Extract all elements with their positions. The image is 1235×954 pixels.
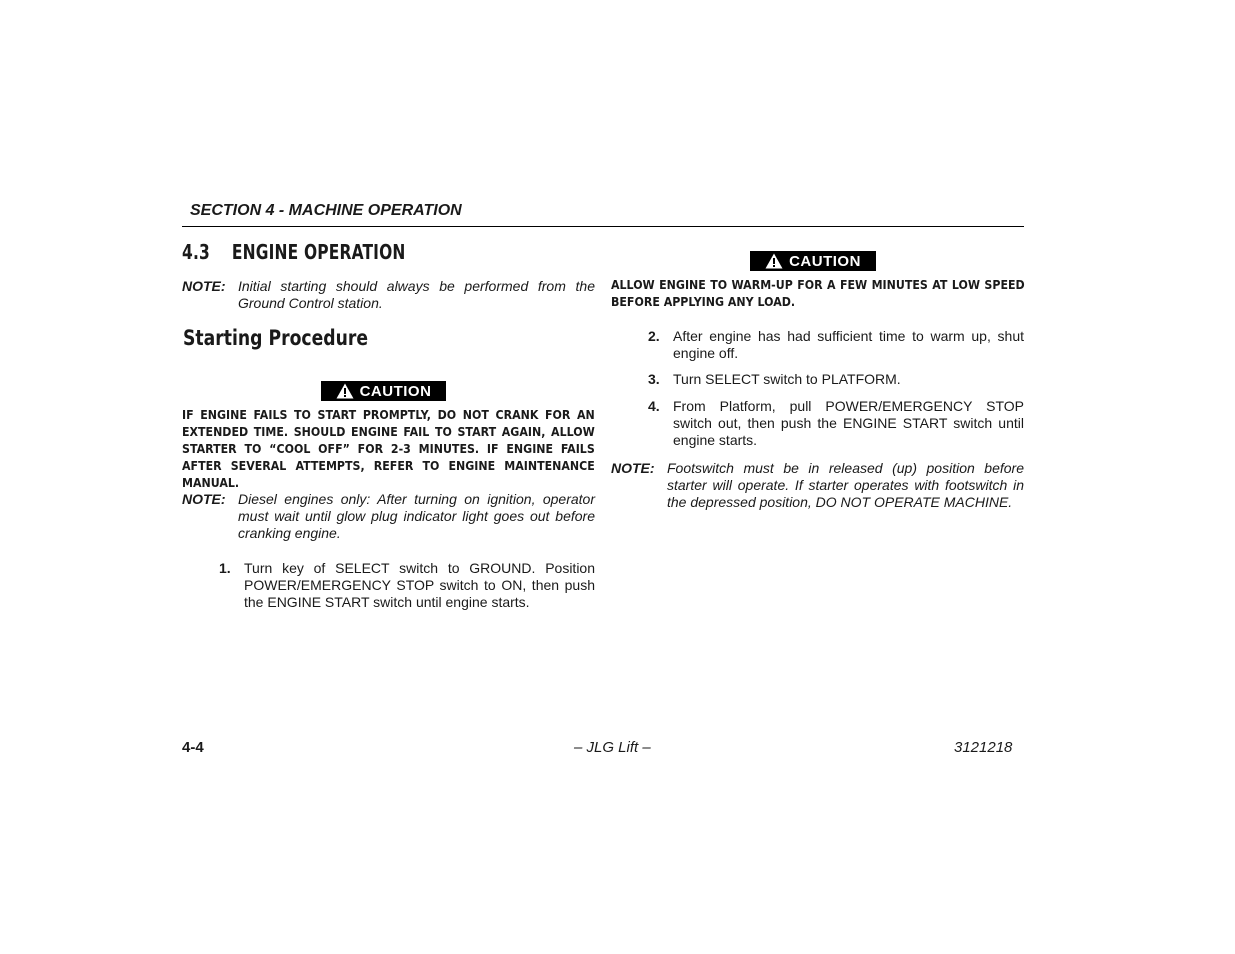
note-text: Diesel engines only: After turning on ignition, operator must wait until glow plug indicator light goes out before cranking engine. <box>238 491 595 541</box>
step-number: 2. <box>648 328 660 344</box>
step-number: 4. <box>648 398 660 414</box>
note-initial-starting <box>182 278 595 314</box>
section-heading-number: 4.3 <box>182 240 210 264</box>
note-label: NOTE: <box>182 491 226 507</box>
note-text: Footswitch must be in released (up) position before starter will operate. If starter operates with footswitch in the depressed position, DO NOT OPERATE MACHINE. <box>667 460 1024 510</box>
footer-center: – JLG Lift – <box>574 739 651 756</box>
step-number: 3. <box>648 371 660 387</box>
caution-badge <box>321 381 446 401</box>
warning-triangle-icon <box>336 383 354 399</box>
caution-text: ALLOW ENGINE TO WARM-UP FOR A FEW MINUTES AT LOW SPEED BEFORE APPLYING ANY LOAD. <box>611 277 1025 309</box>
header-rule <box>182 226 1024 227</box>
note-footswitch <box>611 460 1024 514</box>
step-3 <box>648 371 1024 389</box>
caution-label: CAUTION <box>359 382 432 400</box>
section-heading-text: ENGINE OPERATION <box>231 240 406 264</box>
caution-badge <box>750 251 876 271</box>
step-text: After engine has had sufficient time to warm up, shut engine off. <box>673 328 1024 361</box>
subheading-starting-procedure: Starting Procedure <box>183 326 369 350</box>
step-1 <box>219 560 595 614</box>
section-title: SECTION 4 - MACHINE OPERATION <box>190 202 462 219</box>
warning-triangle-icon <box>765 253 783 269</box>
caution-text: IF ENGINE FAILS TO START PROMPTLY, DO NOT CRANK FOR AN EXTENDED TIME. SHOULD ENGINE FAIL TO START AGAIN, ALLOW STARTER TO “COOL OFF” FOR 2-3 MINUTES. IF ENGINE FAILS AFTER SEVERAL ATTEMPTS, REFER TO ENGINE MAINTENANCE MANUAL. <box>182 407 595 490</box>
step-4 <box>648 398 1024 452</box>
document-number: 3121218 <box>954 739 1013 756</box>
note-text: Initial starting should always be performed from the Ground Control station. <box>238 278 595 311</box>
caution-label: CAUTION <box>789 252 861 270</box>
step-text: Turn SELECT switch to PLATFORM. <box>673 371 901 387</box>
section-heading <box>182 240 406 264</box>
step-text: Turn key of SELECT switch to GROUND. Position POWER/EMERGENCY STOP switch to ON, then push the ENGINE START switch until engine starts. <box>244 560 595 610</box>
note-diesel <box>182 491 595 545</box>
note-label: NOTE: <box>611 460 655 476</box>
page-number: 4-4 <box>182 739 204 756</box>
step-number: 1. <box>219 560 231 576</box>
note-label: NOTE: <box>182 278 226 294</box>
step-2 <box>648 328 1024 364</box>
step-text: From Platform, pull POWER/EMERGENCY STOP switch out, then push the ENGINE START switch until engine starts. <box>673 398 1024 448</box>
